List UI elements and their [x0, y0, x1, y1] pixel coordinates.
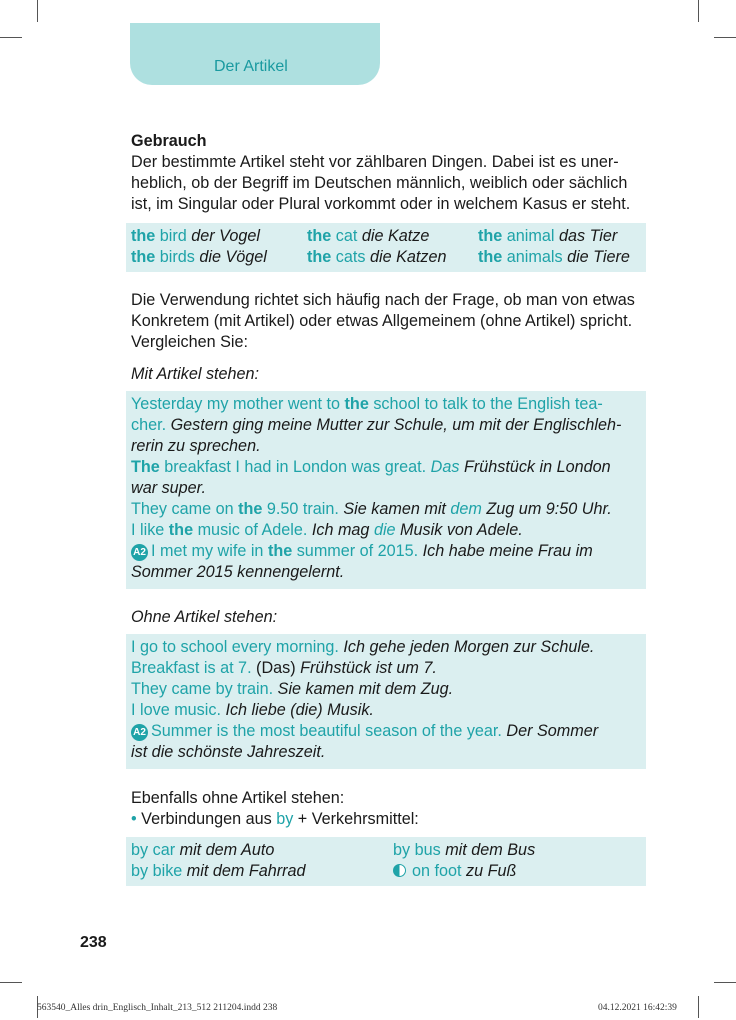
article-cell: [307, 247, 478, 268]
verwendung-section: [131, 290, 646, 353]
english-text: summer of 2015.: [292, 542, 419, 560]
english-text: 9.50 train.: [262, 500, 339, 518]
english-text: cher.: [131, 416, 167, 434]
article-the: the: [131, 227, 156, 245]
german-translation: Sie kamen mit: [338, 500, 451, 518]
german-translation: Zug um 9:50 Uhr.: [481, 500, 612, 518]
example-line: [131, 658, 646, 679]
german-translation: zu Fuß: [461, 862, 517, 880]
gebrauch-heading: Gebrauch: [131, 132, 207, 150]
article-cell: [131, 247, 307, 268]
german-translation: das Tier: [558, 227, 618, 245]
german-article: die: [373, 521, 396, 539]
crop-mark: [698, 996, 699, 1018]
article-the: the: [307, 248, 332, 266]
gebrauch-line: heblich, ob der Begriff im Deutschen männlich, weiblich oder sächlich: [131, 174, 628, 192]
chapter-tab-label: Der Artikel: [214, 58, 288, 75]
example-line: [131, 700, 646, 721]
german-translation: Frühstück in London: [459, 458, 611, 476]
german-translation: mit dem Fahrrad: [182, 862, 306, 880]
english-text: I met my wife in: [151, 542, 268, 560]
german-translation: Frühstück ist um 7.: [300, 659, 437, 677]
article-the: the: [307, 227, 332, 245]
mit-artikel-heading: Mit Artikel stehen:: [131, 365, 260, 383]
footer-file-info: 563540_Alles drin_Englisch_Inhalt_213_512 211204.indd 238: [37, 1003, 278, 1013]
article-table: [126, 223, 646, 272]
english-text: by bus: [393, 841, 441, 859]
transport-cell: [393, 840, 648, 861]
transport-cell: [131, 861, 393, 882]
english-text: Summer is the most beautiful season of the year.: [151, 722, 502, 740]
example-line: [131, 637, 646, 658]
ohne-artikel-heading: Ohne Artikel stehen:: [131, 608, 278, 626]
english-text: by: [276, 810, 294, 828]
crop-mark: [0, 37, 22, 38]
gebrauch-line: ist, im Singular oder Plural vorkommt oder in welchem Kasus er steht.: [131, 195, 631, 213]
crop-mark: [698, 0, 699, 22]
bullet-icon: •: [131, 810, 137, 828]
verwendung-line: Konkretem (mit Artikel) oder etwas Allgemeinem (ohne Artikel) spricht.: [131, 312, 633, 330]
english-text: I go to school every morning.: [131, 638, 339, 656]
transport-cell: [393, 861, 648, 882]
example-line: [131, 499, 646, 520]
article-row: [131, 247, 646, 268]
ebenfalls-line: Ebenfalls ohne Artikel stehen:: [131, 789, 345, 807]
german-translation: die Katze: [361, 227, 430, 245]
bullet-text: Verbindungen aus: [136, 810, 277, 828]
gebrauch-line: Der bestimmte Artikel steht vor zählbaren Dingen. Dabei ist es uner-: [131, 153, 619, 171]
transport-table: [126, 837, 646, 886]
example-line: [131, 520, 646, 541]
example-line: Sommer 2015 kennengelernt.: [131, 563, 345, 581]
german-translation: die Vögel: [199, 248, 267, 266]
english-text: Breakfast is at 7.: [131, 659, 252, 677]
transport-row: [131, 840, 646, 861]
german-translation: die Tiere: [567, 248, 630, 266]
german-article: dem: [450, 500, 482, 518]
english-text: on foot: [412, 862, 462, 880]
article-the: the: [131, 248, 156, 266]
english-text: They came by train.: [131, 680, 274, 698]
german-translation: mit dem Bus: [440, 841, 536, 859]
german-translation: Gestern ging meine Mutter zur Schule, um mit der Englischleh-: [166, 416, 622, 434]
gebrauch-section: [131, 131, 646, 215]
verwendung-line: Die Verwendung richtet sich häufig nach der Frage, ob man von etwas: [131, 291, 635, 309]
ohne-artikel-examples: [126, 634, 646, 769]
example-line: [131, 415, 646, 436]
english-text: breakfast I had in London was great.: [159, 458, 427, 476]
english-text: by bike: [131, 862, 183, 880]
ebenfalls-bullet-line: [131, 809, 646, 830]
footer-timestamp: 04.12.2021 16:42:39: [598, 1003, 677, 1013]
transport-row: [131, 861, 646, 882]
article-cell: [478, 226, 648, 247]
english-text: Yesterday my mother went to: [131, 395, 345, 413]
example-line: war super.: [131, 479, 206, 497]
english-text: I love music.: [131, 701, 221, 719]
german-translation: die Katzen: [369, 248, 447, 266]
example-line: rerin zu sprechen.: [131, 437, 261, 455]
english-text: music of Adele.: [193, 521, 308, 539]
german-article: Das: [430, 458, 460, 476]
german-translation: der Vogel: [191, 227, 260, 245]
example-line: [131, 457, 646, 478]
german-translation: Ich mag: [307, 521, 374, 539]
english-noun: bird: [159, 227, 187, 245]
page-number: 238: [80, 934, 107, 951]
level-a2-badge: A2: [131, 544, 148, 561]
example-line: [131, 394, 646, 415]
german-translation: Ich habe meine Frau im: [418, 542, 593, 560]
german-translation: Der Sommer: [501, 722, 599, 740]
article-cell: [478, 247, 648, 268]
article-cell: [307, 226, 478, 247]
english-text: by car: [131, 841, 176, 859]
english-text: I like: [131, 521, 169, 539]
ebenfalls-section: [131, 788, 646, 830]
chapter-tab: [130, 23, 380, 85]
german-translation: Ich gehe jeden Morgen zur Schule.: [338, 638, 595, 656]
english-noun: cats: [335, 248, 366, 266]
example-line: [131, 541, 646, 562]
article-the: the: [478, 227, 503, 245]
bullet-text: + Verkehrsmittel:: [293, 810, 419, 828]
verwendung-line: Vergleichen Sie:: [131, 333, 248, 351]
english-text: They came on: [131, 500, 239, 518]
article-cell: [131, 226, 307, 247]
example-line: ist die schönste Jahreszeit.: [131, 743, 326, 761]
level-a2-badge: A2: [131, 724, 148, 741]
half-circle-icon: [393, 864, 406, 877]
article-the: The: [131, 458, 160, 476]
english-noun: birds: [159, 248, 195, 266]
crop-mark: [0, 982, 22, 983]
example-line: [131, 679, 646, 700]
article-the: the: [238, 500, 263, 518]
example-line: [131, 721, 646, 742]
article-row: [131, 226, 646, 247]
german-translation: Sie kamen mit dem Zug.: [273, 680, 454, 698]
article-the: the: [478, 248, 503, 266]
article-the: the: [168, 521, 194, 539]
mit-artikel-examples: [126, 391, 646, 589]
german-translation: Ich liebe (die) Musik.: [220, 701, 374, 719]
crop-mark: [37, 0, 38, 22]
german-article-optional: (Das): [251, 659, 301, 677]
crop-mark: [714, 37, 736, 38]
article-the: the: [267, 542, 293, 560]
english-noun: animal: [506, 227, 555, 245]
german-translation: mit dem Auto: [175, 841, 275, 859]
german-translation: Musik von Adele.: [395, 521, 523, 539]
english-noun: cat: [335, 227, 358, 245]
article-the: the: [344, 395, 369, 413]
crop-mark: [714, 982, 736, 983]
english-text: school to talk to the English tea-: [368, 395, 603, 413]
english-noun: animals: [506, 248, 563, 266]
transport-cell: [131, 840, 393, 861]
